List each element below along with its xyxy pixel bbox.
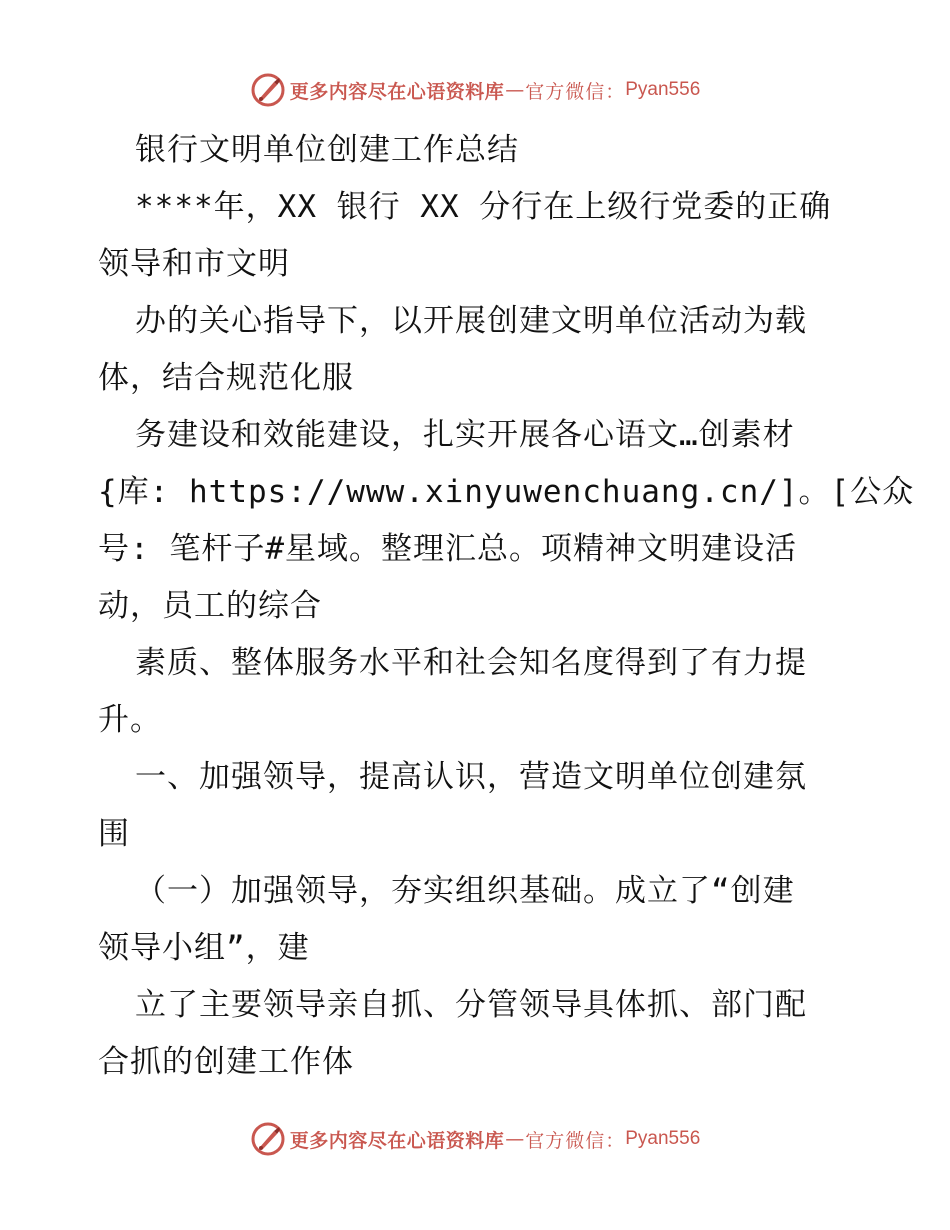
document-line: 升。 (98, 702, 162, 738)
footer-dash: — (505, 1128, 525, 1150)
header-banner (0, 70, 950, 110)
subsection-heading: （一）加强领导，夯实组织基础。成立了“创建 (135, 873, 795, 909)
section-heading: 一、加强领导，提高认识，营造文明单位创建氛 (135, 759, 807, 795)
header-wechat-id: Pyan556 (625, 79, 701, 100)
document-line: 动，员工的综合 (98, 588, 322, 624)
document-line: 立了主要领导亲自抓、分管领导具体抓、部门配 (135, 987, 807, 1023)
footer-official-text: 官方微信： (525, 1129, 626, 1152)
footer-banner (0, 1119, 950, 1159)
document-line: 领导小组”，建 (98, 930, 310, 966)
header-site-text: 更多内容尽在心语资料库 (289, 80, 505, 103)
footer-wechat-id: Pyan556 (625, 1128, 701, 1149)
footer-banner-content (250, 1121, 701, 1157)
document-line: {库: https://www.xinyuwenchuang.cn/]。[公众 (98, 474, 915, 510)
document-line: 务建设和效能建设，扎实开展各心语文…创素材 (135, 417, 795, 453)
document-line: 办的关心指导下，以开展创建文明单位活动为载 (135, 303, 807, 339)
document-line: 素质、整体服务水平和社会知名度得到了有力提 (135, 645, 807, 681)
quill-logo-icon (250, 72, 286, 108)
document-body (98, 122, 915, 1091)
document-title: 银行文明单位创建工作总结 (135, 132, 519, 168)
header-official-text: 官方微信： (525, 80, 626, 103)
header-banner-content (250, 72, 701, 108)
document-line: 领导和市文明 (98, 246, 290, 282)
document-line: 合抓的创建工作体 (98, 1044, 354, 1080)
footer-site-text: 更多内容尽在心语资料库 (289, 1129, 505, 1152)
document-line: 号: 笔杆子#星域。整理汇总。项精神文明建设活 (98, 531, 797, 567)
document-line: 体，结合规范化服 (98, 360, 354, 396)
document-line: 围 (98, 816, 130, 852)
quill-logo-icon (250, 1121, 286, 1157)
document-line: ****年，XX 银行 XX 分行在上级行党委的正确 (135, 189, 832, 225)
header-dash: — (505, 79, 525, 101)
